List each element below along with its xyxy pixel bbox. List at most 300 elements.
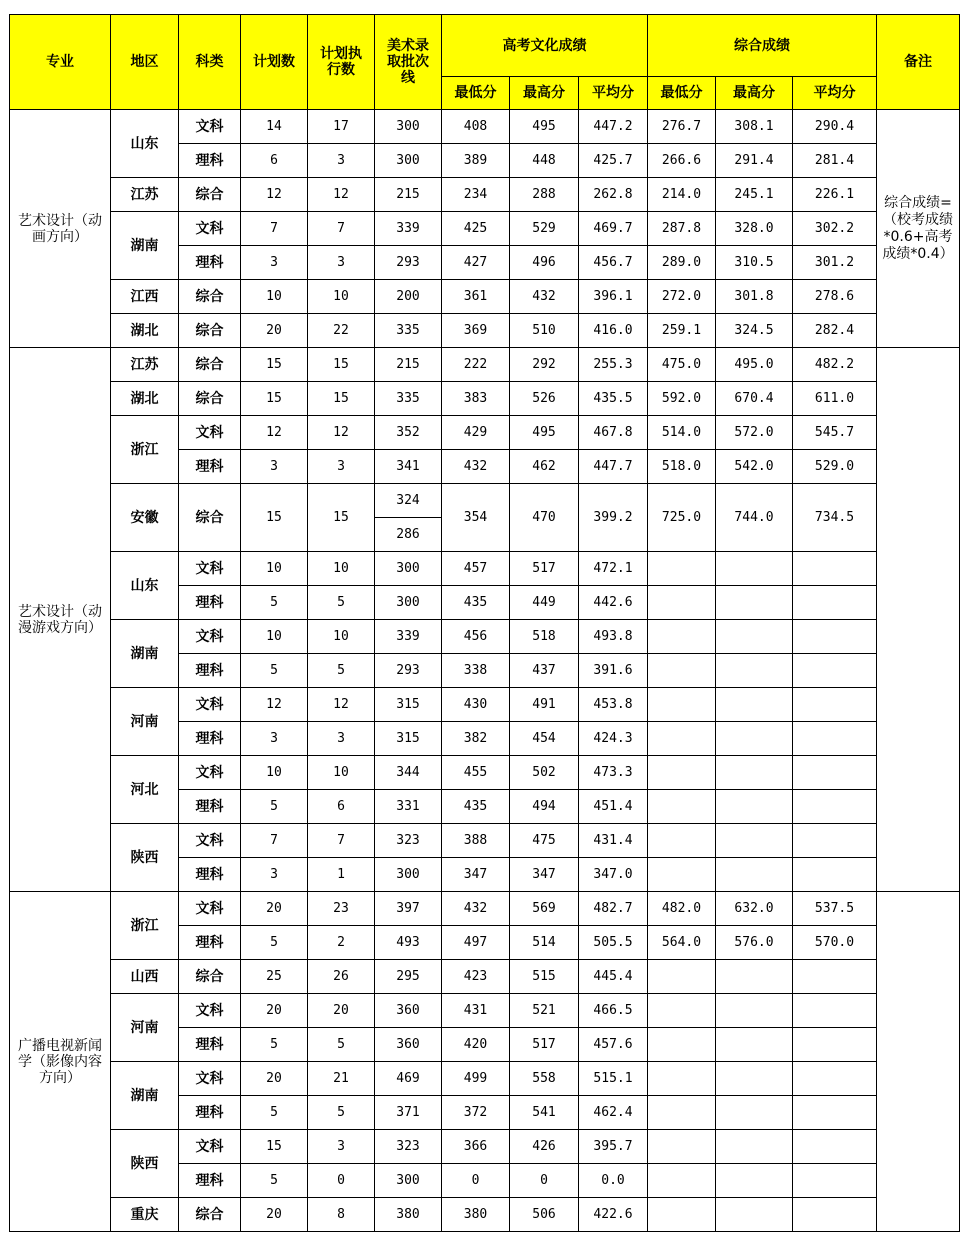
subject-cell: 文科 <box>179 824 241 858</box>
subject-cell: 文科 <box>179 552 241 586</box>
c-min-cell: 518.0 <box>648 450 716 484</box>
c-avg-cell <box>793 1028 877 1062</box>
c-avg-cell <box>793 1096 877 1130</box>
g-avg-cell: 0.0 <box>579 1164 648 1198</box>
table-row <box>10 280 960 314</box>
c-min-cell: 592.0 <box>648 382 716 416</box>
art-line-cell: 286 <box>375 518 442 552</box>
art-line-cell: 339 <box>375 212 442 246</box>
g-min-cell: 456 <box>442 620 510 654</box>
admission-score-table <box>9 14 960 1232</box>
plan-cell: 3 <box>241 450 308 484</box>
c-avg-cell <box>793 1062 877 1096</box>
c-avg-cell: 290.4 <box>793 110 877 144</box>
exec-cell: 12 <box>308 416 375 450</box>
header-plan: 计划数 <box>241 15 308 110</box>
c-max-cell: 308.1 <box>716 110 793 144</box>
g-min-cell: 338 <box>442 654 510 688</box>
c-max-cell <box>716 586 793 620</box>
c-avg-cell <box>793 552 877 586</box>
g-max-cell: 494 <box>510 790 579 824</box>
g-avg-cell: 442.6 <box>579 586 648 620</box>
c-max-cell <box>716 858 793 892</box>
region-cell: 河南 <box>111 688 179 756</box>
g-max-cell: 569 <box>510 892 579 926</box>
table-row <box>10 416 960 450</box>
g-min-cell: 423 <box>442 960 510 994</box>
plan-cell: 10 <box>241 552 308 586</box>
plan-cell: 14 <box>241 110 308 144</box>
subject-cell: 文科 <box>179 1130 241 1164</box>
c-avg-cell <box>793 1164 877 1198</box>
g-max-cell: 502 <box>510 756 579 790</box>
art-line-cell: 323 <box>375 824 442 858</box>
region-cell: 江西 <box>111 280 179 314</box>
region-cell: 湖北 <box>111 382 179 416</box>
c-max-cell <box>716 1130 793 1164</box>
art-line-cell: 300 <box>375 858 442 892</box>
table-header <box>10 15 960 110</box>
art-line-cell: 344 <box>375 756 442 790</box>
subject-cell: 综合 <box>179 178 241 212</box>
c-min-cell <box>648 994 716 1028</box>
g-max-cell: 288 <box>510 178 579 212</box>
table-body <box>10 110 960 1232</box>
g-min-cell: 430 <box>442 688 510 722</box>
g-avg-cell: 493.8 <box>579 620 648 654</box>
g-avg-cell: 469.7 <box>579 212 648 246</box>
c-avg-cell <box>793 722 877 756</box>
g-max-cell: 496 <box>510 246 579 280</box>
subject-cell: 理科 <box>179 654 241 688</box>
g-max-cell: 541 <box>510 1096 579 1130</box>
art-line-cell: 200 <box>375 280 442 314</box>
art-line-cell: 352 <box>375 416 442 450</box>
subject-cell: 文科 <box>179 994 241 1028</box>
region-cell: 安徽 <box>111 484 179 552</box>
header-composite-min: 最低分 <box>648 77 716 110</box>
exec-cell: 23 <box>308 892 375 926</box>
art-line-cell: 493 <box>375 926 442 960</box>
region-cell: 陕西 <box>111 1130 179 1198</box>
art-line-cell: 397 <box>375 892 442 926</box>
c-max-cell: 495.0 <box>716 348 793 382</box>
c-avg-cell: 545.7 <box>793 416 877 450</box>
g-avg-cell: 262.8 <box>579 178 648 212</box>
art-line-cell: 300 <box>375 586 442 620</box>
art-line-cell: 331 <box>375 790 442 824</box>
art-line-cell: 360 <box>375 1028 442 1062</box>
table-row <box>10 382 960 416</box>
region-cell: 河南 <box>111 994 179 1062</box>
exec-cell: 22 <box>308 314 375 348</box>
g-max-cell: 448 <box>510 144 579 178</box>
exec-cell: 26 <box>308 960 375 994</box>
subject-cell: 文科 <box>179 416 241 450</box>
table-row <box>10 314 960 348</box>
exec-cell: 5 <box>308 654 375 688</box>
table-row <box>10 484 960 518</box>
c-avg-cell: 734.5 <box>793 484 877 552</box>
c-min-cell <box>648 654 716 688</box>
g-max-cell: 437 <box>510 654 579 688</box>
exec-cell: 5 <box>308 1028 375 1062</box>
region-cell: 河北 <box>111 756 179 824</box>
art-line-cell: 315 <box>375 688 442 722</box>
exec-cell: 3 <box>308 450 375 484</box>
region-cell: 重庆 <box>111 1198 179 1232</box>
g-max-cell: 521 <box>510 994 579 1028</box>
g-max-cell: 475 <box>510 824 579 858</box>
g-avg-cell: 435.5 <box>579 382 648 416</box>
g-min-cell: 455 <box>442 756 510 790</box>
g-max-cell: 526 <box>510 382 579 416</box>
g-max-cell: 449 <box>510 586 579 620</box>
c-min-cell <box>648 1062 716 1096</box>
plan-cell: 3 <box>241 858 308 892</box>
c-min-cell <box>648 1164 716 1198</box>
subject-cell: 理科 <box>179 586 241 620</box>
g-avg-cell: 425.7 <box>579 144 648 178</box>
c-min-cell <box>648 1198 716 1232</box>
g-max-cell: 510 <box>510 314 579 348</box>
plan-cell: 10 <box>241 756 308 790</box>
remark-cell <box>877 348 960 892</box>
g-avg-cell: 453.8 <box>579 688 648 722</box>
plan-cell: 3 <box>241 722 308 756</box>
c-max-cell <box>716 960 793 994</box>
c-avg-cell: 482.2 <box>793 348 877 382</box>
g-avg-cell: 424.3 <box>579 722 648 756</box>
art-line-cell: 300 <box>375 552 442 586</box>
c-max-cell <box>716 654 793 688</box>
exec-cell: 15 <box>308 382 375 416</box>
g-min-cell: 382 <box>442 722 510 756</box>
subject-cell: 理科 <box>179 1164 241 1198</box>
region-cell: 山东 <box>111 110 179 178</box>
c-min-cell: 725.0 <box>648 484 716 552</box>
region-cell: 山东 <box>111 552 179 620</box>
c-min-cell <box>648 790 716 824</box>
c-max-cell: 301.8 <box>716 280 793 314</box>
c-min-cell: 514.0 <box>648 416 716 450</box>
header-gaokao-group: 高考文化成绩 <box>442 15 648 77</box>
c-avg-cell <box>793 1130 877 1164</box>
c-min-cell: 564.0 <box>648 926 716 960</box>
g-avg-cell: 515.1 <box>579 1062 648 1096</box>
g-max-cell: 529 <box>510 212 579 246</box>
c-max-cell <box>716 1096 793 1130</box>
subject-cell: 理科 <box>179 1028 241 1062</box>
g-min-cell: 429 <box>442 416 510 450</box>
g-min-cell: 427 <box>442 246 510 280</box>
g-min-cell: 457 <box>442 552 510 586</box>
major-cell: 广播电视新闻学（影像内容方向） <box>10 892 111 1232</box>
g-min-cell: 372 <box>442 1096 510 1130</box>
subject-cell: 理科 <box>179 144 241 178</box>
art-line-cell: 335 <box>375 382 442 416</box>
art-line-cell: 360 <box>375 994 442 1028</box>
c-min-cell: 482.0 <box>648 892 716 926</box>
table-row <box>10 892 960 926</box>
header-gaokao-max: 最高分 <box>510 77 579 110</box>
c-max-cell: 291.4 <box>716 144 793 178</box>
g-min-cell: 361 <box>442 280 510 314</box>
c-max-cell <box>716 1028 793 1062</box>
art-line-cell: 300 <box>375 144 442 178</box>
plan-cell: 5 <box>241 1164 308 1198</box>
g-max-cell: 432 <box>510 280 579 314</box>
c-avg-cell <box>793 688 877 722</box>
c-min-cell: 259.1 <box>648 314 716 348</box>
remark-cell <box>877 892 960 1232</box>
g-avg-cell: 456.7 <box>579 246 648 280</box>
art-line-cell: 335 <box>375 314 442 348</box>
table-row <box>10 824 960 858</box>
art-line-cell: 293 <box>375 246 442 280</box>
g-avg-cell: 447.2 <box>579 110 648 144</box>
exec-cell: 3 <box>308 722 375 756</box>
c-min-cell <box>648 858 716 892</box>
exec-cell: 12 <box>308 178 375 212</box>
header-region: 地区 <box>111 15 179 110</box>
c-avg-cell: 529.0 <box>793 450 877 484</box>
plan-cell: 20 <box>241 314 308 348</box>
header-composite-avg: 平均分 <box>793 77 877 110</box>
c-min-cell <box>648 756 716 790</box>
exec-cell: 12 <box>308 688 375 722</box>
c-min-cell <box>648 824 716 858</box>
c-avg-cell <box>793 790 877 824</box>
table-row <box>10 552 960 586</box>
g-avg-cell: 482.7 <box>579 892 648 926</box>
plan-cell: 25 <box>241 960 308 994</box>
plan-cell: 5 <box>241 1028 308 1062</box>
header-major: 专业 <box>10 15 111 110</box>
c-min-cell: 475.0 <box>648 348 716 382</box>
art-line-cell: 300 <box>375 1164 442 1198</box>
plan-cell: 7 <box>241 212 308 246</box>
g-min-cell: 222 <box>442 348 510 382</box>
c-avg-cell <box>793 824 877 858</box>
table-row <box>10 178 960 212</box>
g-min-cell: 497 <box>442 926 510 960</box>
subject-cell: 文科 <box>179 620 241 654</box>
c-avg-cell <box>793 586 877 620</box>
plan-cell: 15 <box>241 382 308 416</box>
g-min-cell: 435 <box>442 790 510 824</box>
exec-cell: 2 <box>308 926 375 960</box>
g-min-cell: 420 <box>442 1028 510 1062</box>
region-cell: 湖南 <box>111 1062 179 1130</box>
header-subject: 科类 <box>179 15 241 110</box>
art-line-cell: 323 <box>375 1130 442 1164</box>
c-avg-cell <box>793 960 877 994</box>
g-max-cell: 495 <box>510 110 579 144</box>
c-avg-cell: 281.4 <box>793 144 877 178</box>
region-cell: 江苏 <box>111 178 179 212</box>
exec-cell: 5 <box>308 1096 375 1130</box>
c-min-cell <box>648 960 716 994</box>
c-min-cell <box>648 1130 716 1164</box>
g-avg-cell: 422.6 <box>579 1198 648 1232</box>
g-max-cell: 517 <box>510 552 579 586</box>
g-min-cell: 234 <box>442 178 510 212</box>
remark-cell: 综合成绩=（校考成绩*0.6+高考成绩*0.4） <box>877 110 960 348</box>
g-min-cell: 380 <box>442 1198 510 1232</box>
major-cell: 艺术设计（动漫游戏方向） <box>10 348 111 892</box>
plan-cell: 5 <box>241 790 308 824</box>
table-row <box>10 348 960 382</box>
c-min-cell: 289.0 <box>648 246 716 280</box>
g-max-cell: 454 <box>510 722 579 756</box>
exec-cell: 0 <box>308 1164 375 1198</box>
exec-cell: 17 <box>308 110 375 144</box>
plan-cell: 5 <box>241 654 308 688</box>
g-max-cell: 426 <box>510 1130 579 1164</box>
art-line-cell: 380 <box>375 1198 442 1232</box>
plan-cell: 3 <box>241 246 308 280</box>
exec-cell: 15 <box>308 348 375 382</box>
plan-cell: 15 <box>241 1130 308 1164</box>
table-row <box>10 1198 960 1232</box>
c-max-cell <box>716 1198 793 1232</box>
g-avg-cell: 473.3 <box>579 756 648 790</box>
region-cell: 湖南 <box>111 620 179 688</box>
c-min-cell <box>648 1028 716 1062</box>
g-avg-cell: 447.7 <box>579 450 648 484</box>
exec-cell: 10 <box>308 620 375 654</box>
subject-cell: 文科 <box>179 1062 241 1096</box>
header-remark: 备注 <box>877 15 960 110</box>
c-avg-cell <box>793 858 877 892</box>
g-avg-cell: 505.5 <box>579 926 648 960</box>
g-max-cell: 518 <box>510 620 579 654</box>
plan-cell: 5 <box>241 586 308 620</box>
c-avg-cell: 570.0 <box>793 926 877 960</box>
g-avg-cell: 466.5 <box>579 994 648 1028</box>
c-avg-cell: 226.1 <box>793 178 877 212</box>
region-cell: 湖北 <box>111 314 179 348</box>
subject-cell: 理科 <box>179 1096 241 1130</box>
header-gaokao-avg: 平均分 <box>579 77 648 110</box>
subject-cell: 综合 <box>179 1198 241 1232</box>
table-row <box>10 212 960 246</box>
g-avg-cell: 451.4 <box>579 790 648 824</box>
g-max-cell: 470 <box>510 484 579 552</box>
c-avg-cell <box>793 756 877 790</box>
g-avg-cell: 399.2 <box>579 484 648 552</box>
g-min-cell: 347 <box>442 858 510 892</box>
c-avg-cell: 282.4 <box>793 314 877 348</box>
plan-cell: 5 <box>241 926 308 960</box>
c-avg-cell <box>793 654 877 688</box>
exec-cell: 7 <box>308 212 375 246</box>
g-min-cell: 435 <box>442 586 510 620</box>
exec-cell: 10 <box>308 552 375 586</box>
g-avg-cell: 431.4 <box>579 824 648 858</box>
c-avg-cell: 537.5 <box>793 892 877 926</box>
c-max-cell: 328.0 <box>716 212 793 246</box>
exec-cell: 8 <box>308 1198 375 1232</box>
exec-cell: 1 <box>308 858 375 892</box>
plan-cell: 20 <box>241 892 308 926</box>
art-line-cell: 300 <box>375 110 442 144</box>
g-min-cell: 354 <box>442 484 510 552</box>
c-max-cell <box>716 722 793 756</box>
g-max-cell: 347 <box>510 858 579 892</box>
plan-cell: 6 <box>241 144 308 178</box>
art-line-cell: 371 <box>375 1096 442 1130</box>
g-avg-cell: 467.8 <box>579 416 648 450</box>
c-min-cell <box>648 688 716 722</box>
plan-cell: 10 <box>241 620 308 654</box>
plan-cell: 15 <box>241 484 308 552</box>
c-min-cell <box>648 586 716 620</box>
g-min-cell: 0 <box>442 1164 510 1198</box>
subject-cell: 理科 <box>179 722 241 756</box>
g-min-cell: 431 <box>442 994 510 1028</box>
art-line-cell: 469 <box>375 1062 442 1096</box>
subject-cell: 综合 <box>179 960 241 994</box>
subject-cell: 文科 <box>179 756 241 790</box>
header-exec: 计划执行数 <box>308 15 375 110</box>
table-row <box>10 960 960 994</box>
subject-cell: 综合 <box>179 348 241 382</box>
c-avg-cell <box>793 1198 877 1232</box>
subject-cell: 综合 <box>179 382 241 416</box>
exec-cell: 20 <box>308 994 375 1028</box>
subject-cell: 综合 <box>179 314 241 348</box>
art-line-cell: 324 <box>375 484 442 518</box>
subject-cell: 理科 <box>179 246 241 280</box>
g-min-cell: 388 <box>442 824 510 858</box>
subject-cell: 综合 <box>179 484 241 552</box>
table-row <box>10 1062 960 1096</box>
g-avg-cell: 462.4 <box>579 1096 648 1130</box>
g-min-cell: 389 <box>442 144 510 178</box>
g-min-cell: 499 <box>442 1062 510 1096</box>
c-max-cell: 576.0 <box>716 926 793 960</box>
c-max-cell: 744.0 <box>716 484 793 552</box>
c-max-cell: 572.0 <box>716 416 793 450</box>
plan-cell: 5 <box>241 1096 308 1130</box>
subject-cell: 理科 <box>179 926 241 960</box>
g-max-cell: 514 <box>510 926 579 960</box>
subject-cell: 文科 <box>179 212 241 246</box>
c-max-cell <box>716 756 793 790</box>
table-row <box>10 994 960 1028</box>
g-min-cell: 432 <box>442 892 510 926</box>
exec-cell: 3 <box>308 144 375 178</box>
subject-cell: 综合 <box>179 280 241 314</box>
region-cell: 浙江 <box>111 416 179 484</box>
c-max-cell <box>716 1062 793 1096</box>
g-avg-cell: 347.0 <box>579 858 648 892</box>
plan-cell: 20 <box>241 1062 308 1096</box>
g-min-cell: 369 <box>442 314 510 348</box>
c-min-cell <box>648 552 716 586</box>
art-line-cell: 339 <box>375 620 442 654</box>
c-max-cell: 542.0 <box>716 450 793 484</box>
exec-cell: 7 <box>308 824 375 858</box>
g-max-cell: 506 <box>510 1198 579 1232</box>
c-avg-cell <box>793 994 877 1028</box>
g-min-cell: 432 <box>442 450 510 484</box>
g-min-cell: 408 <box>442 110 510 144</box>
exec-cell: 3 <box>308 246 375 280</box>
c-avg-cell: 301.2 <box>793 246 877 280</box>
